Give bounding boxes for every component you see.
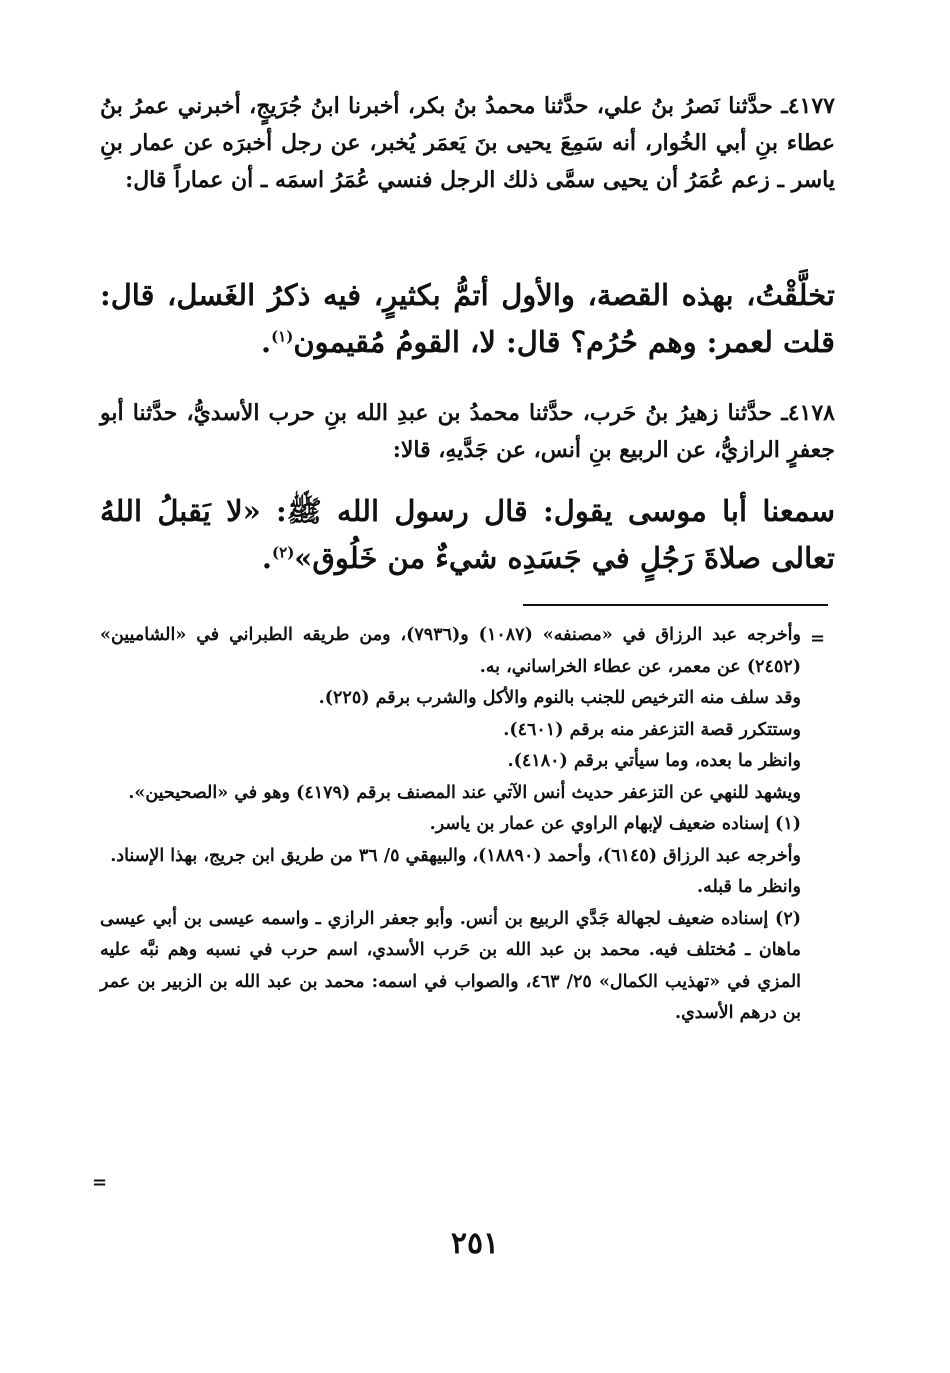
footnote-paragraph: وستتكرر قصة التزعفر منه برقم (٤٦٠١). bbox=[503, 719, 801, 740]
footnote-paragraph: وانظر ما قبله. bbox=[696, 877, 801, 897]
footnotes-section bbox=[100, 620, 835, 1030]
hadith-4177-matn-text: تخلَّقْتُ، بهذه القصة، والأول أتمُّ بكثيرٍ، فيه ذكرُ الغَسل، قال: قلت لعمر: وهم حُرُم؟ قال: لا، القومُ مُقيمون bbox=[100, 278, 835, 359]
footnote-2: (٢) إسناده ضعيف لجهالة جَدَّي الربيع بن أنس. وأبو جعفر الرازي ـ واسمه عيسى بن أبي عيسى ماهان ـ مُختلف فيه. محمد بن عبد الله بن حَرب الأسدي، اسم حرب في نسبه وهم نبَّه عليه المزي في «تهذيب الكمال» ٢٥/ ٤٦٣، والصواب في اسمه: محمد بن عبد الله بن الزبير بن عمر بن درهم الأسدي. bbox=[100, 908, 802, 1023]
footnote-paragraph: وأخرجه عبد الرزاق (٦١٤٥)، وأحمد (١٨٨٩٠)، والبيهقي ٥/ ٣٦ من طريق ابن جريج، بهذا الإسناد. bbox=[110, 845, 801, 866]
footnote-ref-2: (٢) bbox=[272, 543, 295, 562]
hadith-4177-isnad bbox=[100, 88, 835, 199]
footnote-paragraph: وقد سلف منه الترخيص للجنب بالنوم والأكل والشرب برقم (٢٢٥). bbox=[318, 688, 801, 708]
hadith-4177-end: . bbox=[260, 325, 272, 359]
page-number: ٢٥١ bbox=[450, 1226, 500, 1261]
footnote-1: (١) إسناده ضعيف لإبهام الراوي عن عمار بن ياسر. bbox=[429, 814, 801, 834]
hadith-4178-end: . bbox=[261, 541, 273, 575]
footnote-separator bbox=[523, 604, 828, 606]
hadith-4177-isnad-text: ٤١٧٧ـ حدَّثنا نَصرُ بنُ علي، حدَّثنا محمدُ بنُ بكر، أخبرنا ابنُ جُرَيجٍ، أخبرني عمرُ بنُ عطاء بنِ أبي الخُوار، أنه سَمِعَ يحيى بنَ يَعمَر يُخبر، عن رجل أخبرَه عن عمار بنِ ياسر ـ زعم عُمَرُ أن يحيى سمَّى ذلك الرجل فنسي عُمَرُ اسمَه ـ أن عماراً قال: bbox=[100, 93, 835, 193]
hadith-4178-matn-text: سمعنا أبا موسى يقول: قال رسول الله ﷺ: «لا يَقبلُ اللهُ تعالى صلاةَ رَجُلٍ في جَسَدِه شيءٌ من خَلُوق» bbox=[100, 494, 835, 575]
footnote-paragraph: ويشهد للنهي عن التزعفر حديث أنس الآتي عند المصنف برقم (٤١٧٩) وهو في «الصحيحين». bbox=[128, 782, 801, 803]
footnote-paragraph: وأخرجه عبد الرزاق في «مصنفه» (١٠٨٧) و(٧٩٣٦)، ومن طريقه الطبراني في «الشاميين» (٢٤٥٢) عن معمر، عن عطاء الخراساني، به. bbox=[100, 625, 801, 677]
footnote-paragraph: وانظر ما بعده، وما سيأتي برقم (٤١٨٠). bbox=[507, 751, 801, 771]
footnote-continuation-mark-bottom: = bbox=[92, 1172, 108, 1193]
footnote-continuation-mark-top: = bbox=[810, 628, 826, 649]
hadith-4178-matn bbox=[100, 488, 835, 582]
footnote-ref-1: (١) bbox=[271, 327, 294, 346]
hadith-4178-isnad-text: ٤١٧٨ـ حدَّثنا زهيرُ بنُ حَرب، حدَّثنا محمدُ بن عبدِ الله بنِ حرب الأسديُّ، حدَّثنا أبو جعفرٍ الرازيُّ، عن الربيع بنِ أنس، عن جَدَّيهِ، قالا: bbox=[100, 400, 835, 463]
hadith-4178-isnad bbox=[100, 395, 835, 469]
hadith-4177-matn bbox=[100, 272, 835, 366]
